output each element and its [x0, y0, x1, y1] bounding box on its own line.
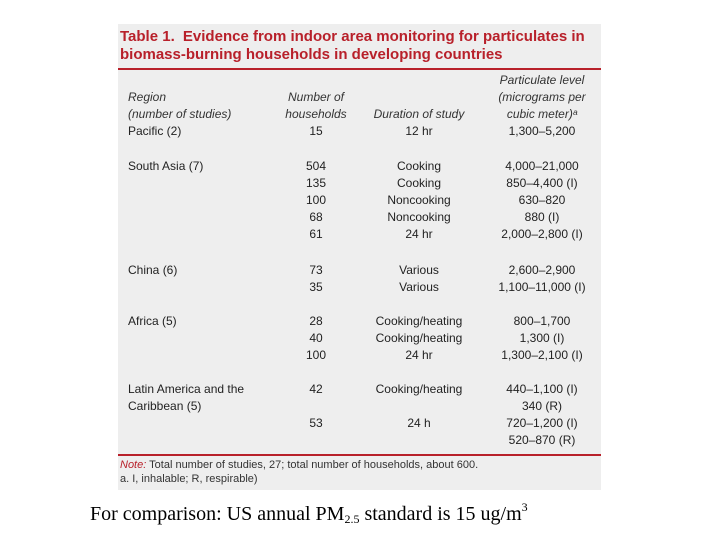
table-row-duration: Cooking Cooking Noncooking Noncooking 24 hr — [387, 159, 451, 241]
table-row-particulate: 440–1,100 (I) 340 (R) 720–1,200 (I) 520–870 (R) — [506, 382, 578, 447]
table-row-households: 28 40 100 — [305, 314, 327, 362]
header-region: Region (number of studies) — [128, 90, 232, 121]
title-divider — [118, 68, 601, 70]
table-row-particulate: 1,300–5,200 — [508, 124, 576, 138]
table-title — [120, 28, 600, 64]
table-row-particulate: 2,600–2,900 1,100–11,000 (I) — [498, 263, 586, 294]
table-row-region: South Asia (7) — [128, 159, 204, 173]
table-title-line1: Evidence from indoor area monitoring for particulates in — [182, 28, 585, 45]
footnote-text: a. I, inhalable; R, respirable) — [120, 473, 258, 485]
table-row-region: Africa (5) — [128, 314, 177, 328]
table-bottom-divider — [118, 454, 601, 456]
header-particulate: Particulate level (micrograms per cubic meter)ᵃ — [498, 73, 586, 121]
table-note — [120, 458, 600, 486]
table-row-region: China (6) — [128, 263, 178, 277]
table-title-line2: biomass-burning households in developing countries — [120, 46, 503, 63]
table-row-particulate: 800–1,700 1,300 (I) 1,300–2,100 (I) — [501, 314, 583, 362]
table-row-duration: Cooking/heating Cooking/heating 24 hr — [375, 314, 463, 362]
table-number: Table 1. — [120, 28, 175, 45]
note-label: Note: — [120, 459, 147, 471]
table-row-duration: 12 hr — [405, 124, 433, 138]
table-row-duration: Cooking/heating 24 h — [375, 382, 463, 430]
table-row-region: Latin America and the Caribbean (5) — [128, 382, 245, 413]
header-households: Number of households — [285, 90, 347, 121]
note-text: Total number of studies, 27; total number of households, about 600. — [149, 459, 479, 471]
table-row-households: 73 35 — [309, 263, 323, 294]
table-row-particulate: 4,000–21,000 850–4,400 (I) 630–820 880 (I) 2,000–2,800 (I) — [501, 159, 583, 241]
table-row-region: Pacific (2) — [128, 124, 182, 138]
comparison-caption: For comparison: US annual $PM_{2.5}$ standard is 15 $ug/m^3$ — [90, 500, 528, 526]
table-row-households: 15 — [309, 124, 323, 138]
table-row-households: 504 135 100 68 61 — [305, 159, 327, 241]
unit-superscript: 3 — [521, 500, 528, 514]
pm-subscript: 2.5 — [344, 512, 360, 526]
header-duration: Duration of study — [373, 107, 465, 121]
table-row-duration: Various Various — [399, 263, 439, 294]
table-row-households: 42 53 — [309, 382, 323, 430]
